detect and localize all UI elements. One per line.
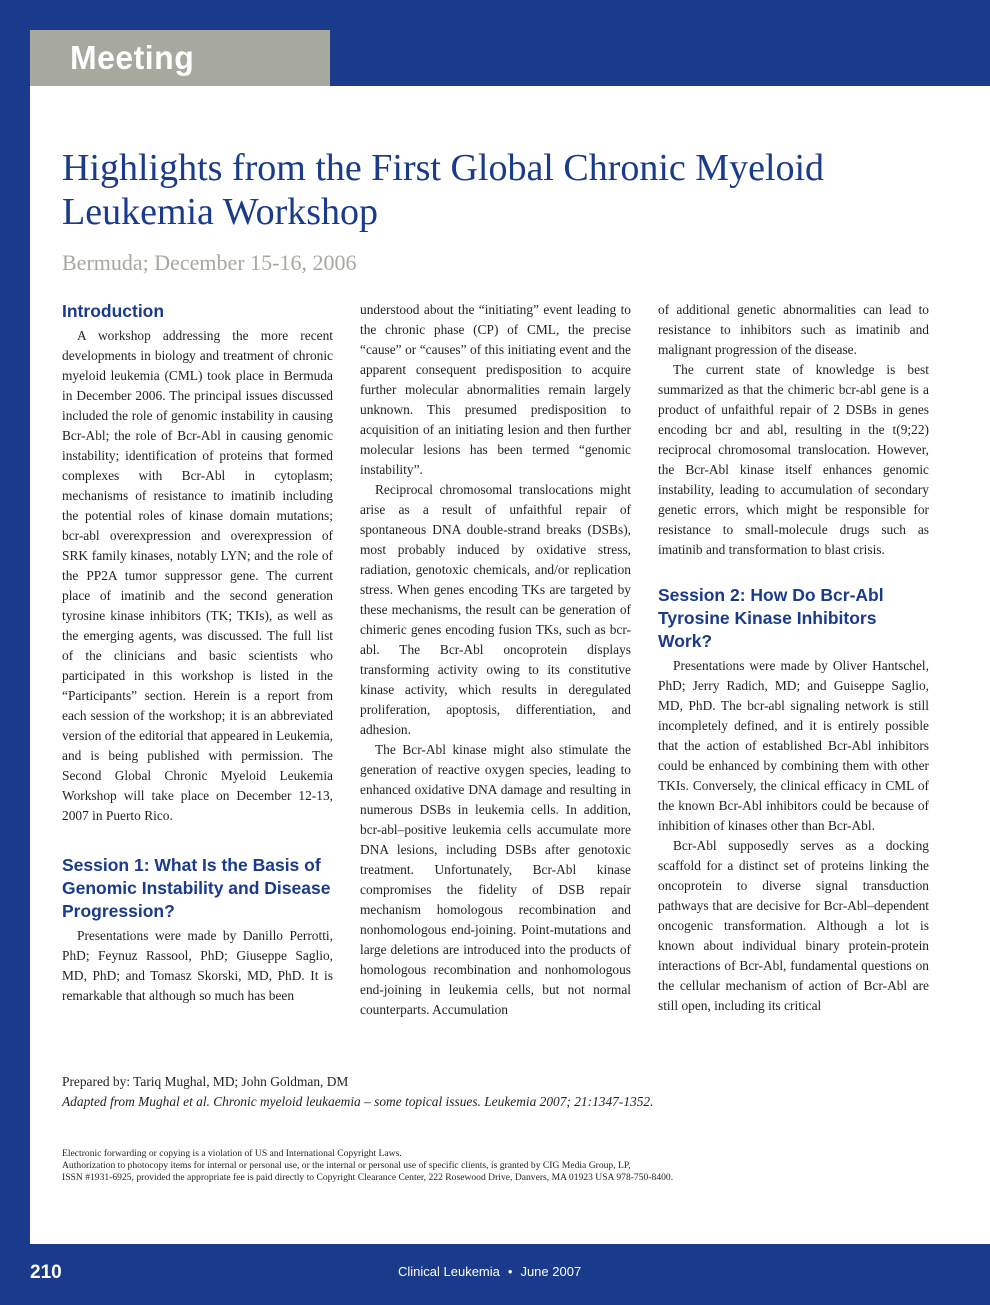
legal-line: ISSN #1931-6925, provided the appropriate fee is paid directly to Copyright Clearance Center, 222 Rosewood Drive, Danvers, MA 01923 USA 978-750-8400.	[62, 1171, 674, 1183]
paragraph: understood about the “initiating” event leading to the chronic phase (CP) of CML, the precise “cause” or “causes” of this initiating event and the apparent consequent predisposition to acquire further molecular abnormalities remain largely unknown. This presumed predisposition to acquisition of an initiating lesion and then further molecular lesions has been termed “genomic instability”.	[360, 302, 631, 477]
paragraph: Presentations were made by Danillo Perrotti, PhD; Feynuz Rassool, PhD; Giuseppe Saglio, MD, PhD; and Tomasz Skorski, MD, PhD. It is remarkable that although so much has been	[62, 928, 333, 1003]
heading-session-1: Session 1: What Is the Basis of Genomic Instability and Disease Progression?	[62, 855, 331, 921]
paragraph: The current state of knowledge is best summarized as that the chimeric bcr-abl gene is a product of unfaithful repair of 2 DSBs in genes encoding bcr and abl, resulting in the t(9;22) reciprocal chromosomal translocation. However, the Bcr-Abl kinase itself enhances genomic instability, leading to accumulation of secondary genetic errors, which might be responsible for resistance to small-molecule drugs such as imatinib and transformation to blast crisis.	[658, 362, 929, 557]
copyright-notice	[62, 1148, 942, 1183]
column-1	[62, 300, 333, 1006]
issue-date: June 2007	[520, 1264, 582, 1279]
paragraph: A workshop addressing the more recent developments in biology and treatment of chronic myeloid leukemia (CML) took place in Bermuda in December 2006. The principal issues discussed included the role of genomic instability in causing Bcr-Abl; the role of Bcr-Abl in causing genomic instability; identification of proteins that formed complexes with Bcr-Abl in cytoplasm; mechanisms of resistance to imatinib including the potential roles of kinase domain mutations; bcr-abl overexpression and overexpression of SRK family kinases, notably LYN; and the role of the PP2A tumor suppressor gene. The current place of imatinib and the second generation tyrosine kinase inhibitors (TK; TKIs), as well as the emerging agents, was discussed. The full list of the clinicians and basic scientists who participated in this workshop is listed in the “Participants” section. Herein is a report from each session of the workshop; it is an abbreviated version of the editorial that appeared in Leukemia, and is being published with permission. The Second Global Chronic Myeloid Leukemia Workshop will take place on December 12-13, 2007 in Puerto Rico.	[62, 328, 333, 823]
article-title: Highlights from the First Global Chronic Myeloid Leukemia Workshop	[62, 147, 825, 233]
heading-introduction: Introduction	[62, 301, 165, 321]
legal-line: Authorization to photocopy items for internal or personal use, or the internal or personal use of specific clients, is granted by CIG Media Group, LP,	[62, 1159, 631, 1171]
article-subtitle: Bermuda; December 15-16, 2006	[62, 250, 357, 275]
section-tab: Meeting Highlights	[30, 30, 330, 86]
footer-journal-info	[398, 1264, 581, 1279]
paragraph: Presentations were made by Oliver Hantschel, PhD; Jerry Radich, MD; and Guiseppe Saglio, MD, PhD. The bcr-abl signaling network is still incompletely defined, and it is entirely possible that the action of established Bcr-Abl inhibitors could be enhanced by combining them with other TKIs. Conversely, the clinical efficacy in CML of the known Bcr-Abl inhibitors could be because of inhibition of kinases other than Bcr-Abl.	[658, 658, 929, 833]
paragraph: Reciprocal chromosomal translocations might arise as a result of unfaithful repair of spontaneous DNA double-strand breaks (DSBs), most probably induced by oxidative stress, radiation, genotoxic chemicals, and/or replication stress. When genes encoding TKs are targeted by these mechanisms, the result can be generation of chimeric genes encoding fusion TKs, such as bcr-abl. The Bcr-Abl oncoprotein displays transforming activity owing to its constitutive kinase activity, which results in deregulated proliferation, apoptosis, differentiation, and adhesion.	[360, 482, 631, 737]
column-2	[360, 300, 631, 1020]
left-border-bar	[0, 0, 30, 1305]
prepared-by: Prepared by: Tariq Mughal, MD; John Goldman, DM	[62, 1074, 349, 1089]
heading-session-2: Session 2: How Do Bcr-Abl Tyrosine Kinase Inhibitors Work?	[658, 585, 884, 651]
legal-line: Electronic forwarding or copying is a violation of US and International Copyright Laws.	[62, 1148, 402, 1159]
paragraph: of additional genetic abnormalities can lead to resistance to inhibitors such as imatinib and malignant progression of the disease.	[658, 302, 929, 357]
credits	[62, 1072, 942, 1112]
page-number: 210	[30, 1262, 62, 1283]
paragraph: The Bcr-Abl kinase might also stimulate the generation of reactive oxygen species, leading to enhanced oxidative DNA damage and resulting in numerous DSBs in leukemia cells. In addition, bcr-abl–positive leukemia cells accumulate more DNA lesions, including DSBs after genotoxic treatment. Unfortunately, Bcr-Abl kinase compromises the fidelity of DSB repair mechanism homologous recombination and nonhomologous end-joining. Point-mutations and large deletions are introduced into the products of homologous recombination and nonhomologous end-joining in leukemia cells, but not normal counterparts. Accumulation	[360, 742, 631, 1017]
adapted-from: Adapted from Mughal et al. Chronic myeloid leukaemia – some topical issues. Leukemia 2007; 21:1347-1352.	[62, 1094, 654, 1109]
bullet-separator: •	[507, 1264, 513, 1279]
paragraph: Bcr-Abl supposedly serves as a docking scaffold for a distinct set of proteins linking the oncoprotein to diverse signal transduction pathways that are decisive for Bcr-Abl–dependent oncogenic transformation. Although a lot is known about individual binary protein-protein interactions of Bcr-Abl, fundamental questions on the cellular mechanism of action of Bcr-Abl are still open, including its critical	[658, 838, 929, 1013]
journal-name: Clinical Leukemia	[398, 1264, 500, 1279]
column-3	[658, 300, 929, 1016]
